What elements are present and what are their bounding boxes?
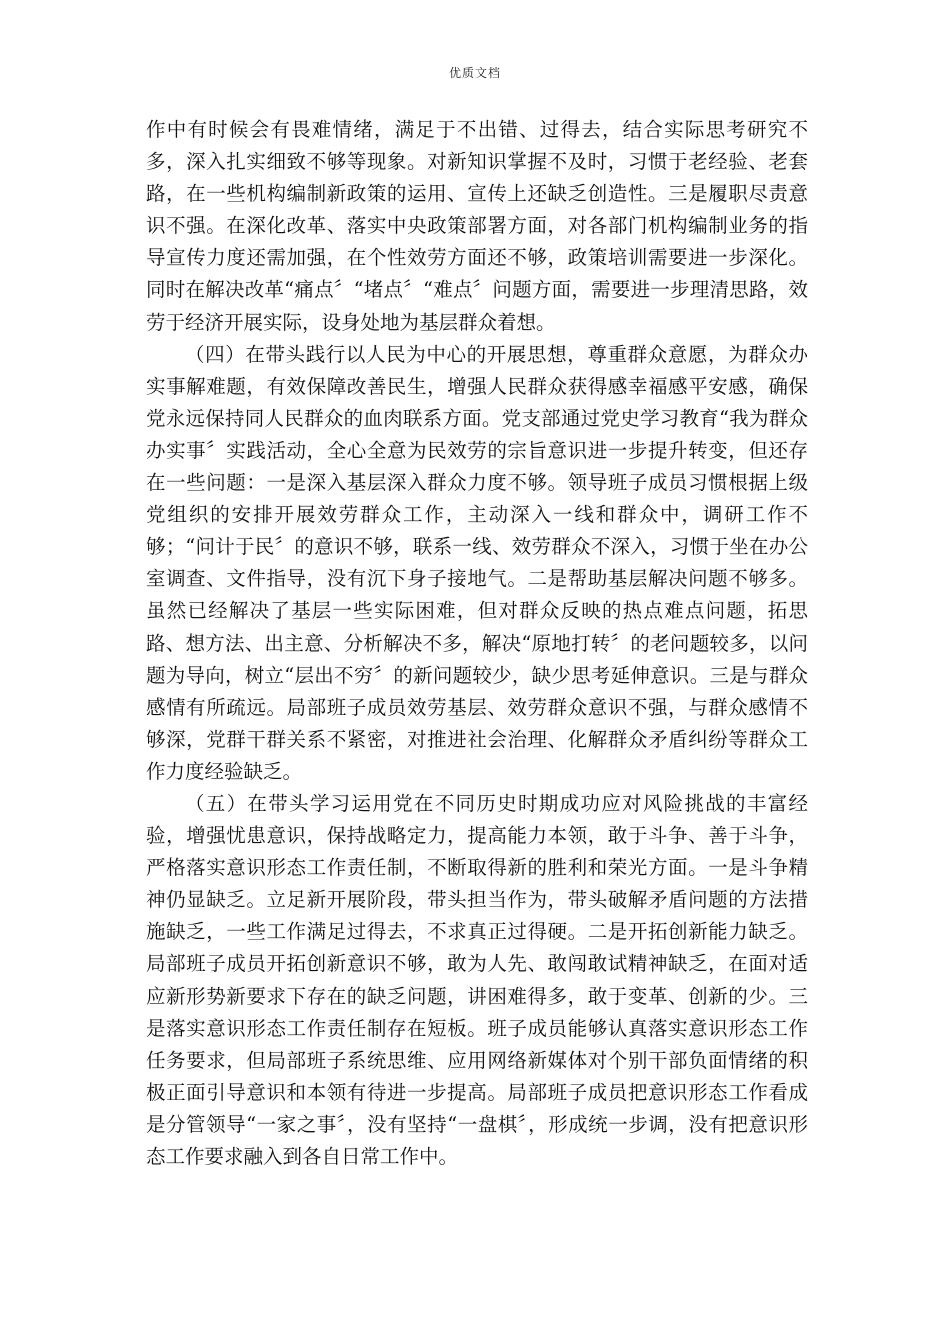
page-header: 优质文档 (448, 66, 501, 80)
paragraph-continued: 作中有时候会有畏难情绪，满足于不出错、过得去，结合实际思考研究不多，深入扎实细致不够等现象。对新知识掌握不及时，习惯于老经验、老套路，在一些机构编制新政策的运用、宣传上还缺乏创造性。三是履职尽责意识不强。在深化改革、落实中央政策部署方面，对各部门机构编制业务的指导宣传力度还需加强，在个性效劳方面还不够，政策培训需要进一步深化。同时在解决改革“痛点〞“堵点〞“难点〞问题方面，需要进一步理清思路，效劳于经济开展实际，设身处地为基层群众着想。 (146, 118, 808, 334)
paragraph-section-five: （五）在带头学习运用党在不同历史时期成功应对风险挑战的丰富经验，增强忧患意识，保持战略定力，提高能力本领，敢于斗争、善于斗争，严格落实意识形态工作责任制，不断取得新的胜利和荣光方面。一是斗争精神仍显缺乏。立足新开展阶段，带头担当作为，带头破解矛盾问题的方法措施缺乏，一些工作满足过得去，不求真正过得硬。二是开拓创新能力缺乏。局部班子成员开拓创新意识不够，敢为人先、敢闯敢试精神缺乏，在面对适应新形势新要求下存在的缺乏问题，讲困难得多，敢于变革、创新的少。三是落实意识形态工作责任制存在短板。班子成员能够认真落实意识形态工作任务要求，但局部班子系统思维、应用网络新媒体对个别干部负面情绪的积极正面引导意识和本领有待进一步提高。局部班子成员把意识形态工作看成是分管领导“一家之事〞，没有坚持“一盘棋〞，形成统一步调，没有把意识形态工作要求融入到各自日常工作中。 (146, 791, 808, 1168)
paragraph-section-four: （四）在带头践行以人民为中心的开展思想，尊重群众意愿，为群众办实事解难题，有效保障改善民生，增强人民群众获得感幸福感平安感，确保党永远保持同人民群众的血肉联系方面。党支部通过党史学习教育“我为群众办实事〞实践活动，全心全意为民效劳的宗旨意识进一步提升转变，但还存在一些问题：一是深入基层深入群众力度不够。领导班子成员习惯根据上级党组织的安排开展效劳群众工作，主动深入一线和群众中，调研工作不够；“问计于民〞的意识不够，联系一线、效劳群众不深入，习惯于坐在办公室调查、文件指导，没有沉下身子接地气。二是帮助基层解决问题不够多。虽然已经解决了基层一些实际困难，但对群众反映的热点难点问题，拓思路、想方法、出主意、分析解决不多，解决“原地打转〞的老问题较多，以问题为导向，树立“层出不穷〞的新问题较少，缺少思考延伸意识。三是与群众感情有所疏远。局部班子成员效劳基层、效劳群众意识不强，与群众感情不够深，党群干群关系不紧密，对推进社会治理、化解群众矛盾纠纷等群众工作力度经验缺乏。 (146, 342, 808, 783)
document-body (146, 114, 808, 1173)
